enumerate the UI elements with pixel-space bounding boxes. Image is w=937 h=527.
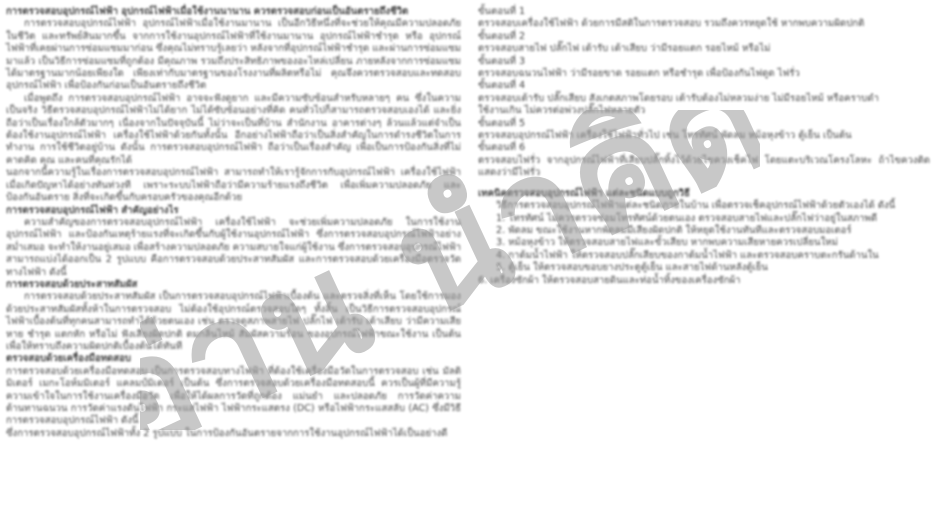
left-column xyxy=(6,6,461,440)
list-item: 2. พัดลม ขณะใช้งานหากพัดลมมีเสียงผิดปกติ ให้หยุดใช้งานทันทีและตรวจสอบมอเตอร์ xyxy=(496,224,852,236)
step-text: ตรวจสอบฉนวนไฟฟ้า ว่ามีรอยขาด รอยแตก หรือชำรุด เพื่อป้องกันไฟดูด ไฟรั่ว xyxy=(478,68,800,80)
paragraph: ซึ่งการตรวจสอบอุปกรณ์ไฟฟ้าทั้ง 2 รูปแบบ ในการป้องกันอันตรายจากการใช้งานอุปกรณ์ไฟฟ้าได้เป็นอย่างดี xyxy=(6,427,448,439)
watermark-text: อ่าน นำคิด xyxy=(140,110,760,430)
step-text: ตรวจสอบเต้ารับ ปลั๊กเสียบ สังเกตสภาพโดยรอบ เต้ารับต้องไม่หลวมง่าย ไม่มีรอยไหม้ หรือคราบดำ xyxy=(478,92,879,104)
paragraph: นอกจากนี้ความรู้ในเรื่องการตรวจสอบอุปกรณ์ไฟฟ้า สามารถทำให้เรารู้จักการกับอุปกรณ์ไฟฟ้า เครื่องใช้ไฟฟ้า เมื่อเกิดปัญหาได้อย่างทันท่วงที เพราะระบบไฟฟ้าถือว่ามีความร้ายแรงถึงชีวิต เพื่อเพิ่มความปลอดภัย และป้องกันอันตราย สิ่งที่จะเกิดขึ้นกับครอบครัวของคุณอีกด้วย xyxy=(6,167,461,204)
step-heading: ขั้นตอนที่ 4 xyxy=(478,80,526,92)
section-heading: เทคนิคตรวจสอบอุปกรณ์ไฟฟ้า แต่ละชนิดแบบถูกวิธี xyxy=(478,187,690,199)
step-text: ตรวจสอบเครื่องใช้ไฟฟ้า ด้วยการมีสติในการตรวจสอบ รวมถึงควรหยุดใช้ หากพบความผิดปกติ xyxy=(478,18,865,30)
step-text: ตรวจสอบสายไฟ ปลั๊กไฟ เต้ารับ เต้าเสียบ ว่ามีรอยแตก รอยไหม้ หรือไม่ xyxy=(478,43,771,55)
paragraph: การตรวจสอบด้วยประสาทสัมผัส เป็นการตรวจสอบอุปกรณ์ไฟฟ้าเบื้องต้น และตรวจสิ่งที่เห็น โดยใช้การมองด้วยประสาทสัมผัสทั้งห้าในการตรวจสอบ ไม่ต้องใช้อุปกรณ์ตรวจสอบใดๆ ทั้งสิ้น เป็นวิธีการตรวจสอบอุปกรณ์ไฟฟ้าเบื้องต้นที่ทุกคนสามารถทำได้ด้วยตนเอง เช่น ตรวจดูสภาพสายไฟ ปลั๊กไฟ เต้ารับ เต้าเสียบ ว่ามีความเสียหาย ชำรุด แตกหัก หรือไม่ ฟังเสียงผิดปกติ ดมกลิ่นไหม้ สัมผัสความร้อน ของอุปกรณ์ไฟฟ้าขณะใช้งาน เป็นต้น เพื่อให้ทราบถึงความผิดปกติเบื้องต้นได้ทันที xyxy=(6,291,461,352)
list-item: 4. กาต้มน้ำไฟฟ้า ให้ตรวจสอบปลั๊กเสียบของกาต้มน้ำไฟฟ้า และตรวจสอบคราบตะกรันด้านใน xyxy=(496,249,879,261)
paragraph: การตรวจสอบด้วยเครื่องมือทดสอบ เป็นการตรวจสอบทางไฟฟ้า ที่ต้องใช้เครื่องมือวัดในการตรวจสอบ เช่น มัลติมิเตอร์ เมกะโอห์มมิเตอร์ แคลมป์มิเตอร์ เป็นต้น ซึ่งการตรวจสอบด้วยเครื่องมือทดสอบนี้ ควรเป็นผู้ที่มีความรู้ความเข้าใจในการใช้งานเครื่องมือวัด เพื่อให้ได้ผลการวัดที่ถูกต้อง แม่นยำ และปลอดภัย การวัดค่าความต้านทานฉนวน การวัดค่าแรงดันไฟฟ้า กระแสไฟฟ้า ไฟฟ้ากระแสตรง (DC) หรือไฟฟ้ากระแสสลับ (AC) ซึ่งมีวิธีการตรวจสอบอุปกรณ์ไฟฟ้า ดังนี้ xyxy=(6,365,461,427)
step-heading: ขั้นตอนที่ 5 xyxy=(478,117,526,129)
paragraph: ความสำคัญของการตรวจสอบอุปกรณ์ไฟฟ้า เครื่องใช้ไฟฟ้า จะช่วยเพิ่มความปลอดภัย ในการใช้งานอุปกรณ์ไฟฟ้า และป้องกันเหตุร้ายแรงที่จะเกิดขึ้นกับผู้ใช้งานอุปกรณ์ไฟฟ้า ซึ่งการตรวจสอบอุปกรณ์ไฟฟ้าอย่างสม่ำเสมอ จะทำให้งานอยู่เสมอ เพื่อสร้างความปลอดภัย ความสบายใจแก่ผู้ใช้งาน ซึ่งการตรวจสอบอุปกรณ์ไฟฟ้าสามารถแบ่งได้ออกเป็น 2 รูปแบบ คือการตรวจสอบด้วยประสาทสัมผัส และการตรวจสอบด้วยเครื่องมือตรวจวัดทางไฟฟ้า ดังนี้ xyxy=(6,216,461,278)
paragraph: เมื่อพูดถึง การตรวจสอบอุปกรณ์ไฟฟ้า อาจจะฟังดูยาก และมีความซับซ้อนสำหรับหลายๆ คน ซึ่งในความเป็นจริง วิธีตรวจสอบอุปกรณ์ไฟฟ้าไม่ได้ยาก ไม่ได้ซับซ้อนอย่างที่คิด คนทั่วไปก็สามารถตรวจสอบเองได้ และยิ่งถือว่าเป็นเรื่องใกล้ตัวมากๆ เนื่องจากในปัจจุบันนี้ ไม่ว่าจะเป็นที่บ้าน สำนักงาน อาคารต่างๆ ล้วนแล้วแต่จำเป็นต้องใช้งานอุปกรณ์ไฟฟ้า เครื่องใช้ไฟฟ้าด้วยกันทั้งนั้น อีกอย่างไฟฟ้าถือว่าเป็นสิ่งสำคัญในการดำรงชีวิตในการทำงาน การใช้ชีวิตอยู่บ้าน ดังนั้น การตรวจสอบอุปกรณ์ไฟฟ้า ถือว่าเป็นเรื่องสำคัญ เพื่อเป็นการป้องกันสิ่งที่ไม่คาดคิด คุณ และคนที่คุณรักได้ xyxy=(6,92,461,166)
list-item: 5. ตู้เย็น ให้ตรวจสอบขอบยางประตูตู้เย็น และสายไฟด้านหลังตู้เย็น xyxy=(496,262,768,274)
right-column xyxy=(478,6,930,287)
step-text: ตรวจสอบไฟรั่ว จากอุปกรณ์ไฟฟ้าที่เสียบปลั๊กทิ้งไว้ด้วยไขควงเช็คไฟ โดยแตะบริเวณโครงโลหะ ถ้าไขควงติด แสดงว่ามีไฟรั่ว xyxy=(478,154,930,179)
list-item: 6. เครื่องซักผ้า ให้ตรวจสอบสายดินและท่อน้ำทิ้งของเครื่องซักผ้า xyxy=(478,274,741,286)
step-heading: ขั้นตอนที่ 2 xyxy=(478,30,526,42)
paragraph: วิธีการตรวจสอบอุปกรณ์ไฟฟ้าแต่ละชนิดภายในบ้าน เพื่อตรวจเช็คอุปกรณ์ไฟฟ้าด้วยตัวเองได้ ดังนี้ xyxy=(496,200,896,212)
step-text: ตรวจสอบอุปกรณ์ไฟฟ้า เครื่องใช้ไฟฟ้าทั่วไป เช่น โทรทัศน์ พัดลม หม้อหุงข้าว ตู้เย็น เป็นต้น xyxy=(478,130,852,142)
step-heading: ขั้นตอนที่ 3 xyxy=(478,55,526,67)
step-heading: ขั้นตอนที่ 1 xyxy=(478,6,526,17)
section-heading: ตรวจสอบด้วยเครื่องมือทดสอบ xyxy=(6,353,131,365)
list-item: 3. หม้อหุงข้าว ให้ตรวจสอบสายไฟและขั้วเสียบ หากพบความเสียหายควรเปลี่ยนใหม่ xyxy=(496,237,838,249)
article-title: การตรวจสอบอุปกรณ์ไฟฟ้า อุปกรณ์ไฟฟ้าเมื่อใช้งานนานาน ควรตรวจสอบก่อนเป็นอันตรายถึงชีวิต xyxy=(6,6,409,17)
section-heading: การตรวจสอบอุปกรณ์ไฟฟ้า สำคัญอย่างไร xyxy=(6,204,179,216)
paragraph: การตรวจสอบอุปกรณ์ไฟฟ้า อุปกรณ์ไฟฟ้าเมื่อใช้งานมานาน เป็นอีกวิธีหนึ่งที่จะช่วยให้คุณมีความปลอดภัยในชีวิต และทรัพย์สินมากขึ้น จากการใช้งานอุปกรณ์ไฟฟ้าที่ใช้งานมานาน อุปกรณ์ไฟฟ้าชำรุด หรือ อุปกรณ์ไฟฟ้าที่เคยผ่านการซ่อมแซมมาก่อน ซึ่งคุณไม่ทราบรู้เลยว่า หลังจากที่อุปกรณ์ไฟฟ้าชำรุด และผ่านการซ่อมแซมมาแล้ว เป็นวิธีการซ่อมแซมที่ถูกต้อง มีคุณภาพ รวมถึงประสิทธิภาพของอะไหล่เปลี่ยน ภายหลังจากการซ่อมแซมได้มาตรฐานมากน้อยเพียงใด เพียงเท่ากับมาตรฐานของโรงงานที่ผลิตหรือไม่ คุณจึงควรตรวจสอบและทดสอบอุปกรณ์ไฟฟ้า เพื่อป้องกันก่อนเป็นอันตรายถึงชีวิต xyxy=(6,18,461,92)
step-heading: ขั้นตอนที่ 6 xyxy=(478,142,526,154)
step-text: ใช้งานเกิน ไม่ควรต่อพ่วงปลั๊กไฟหลายตัว xyxy=(478,105,646,117)
list-item: 1. โทรทัศน์ ไม่ควรตรวจซ่อมโทรทัศน์ด้วยตนเอง ตรวจสอบสายไฟและปลั๊กไฟว่าอยู่ในสภาพดี xyxy=(496,212,878,224)
section-heading: การตรวจสอบด้วยประสาทสัมผัส xyxy=(6,278,138,290)
